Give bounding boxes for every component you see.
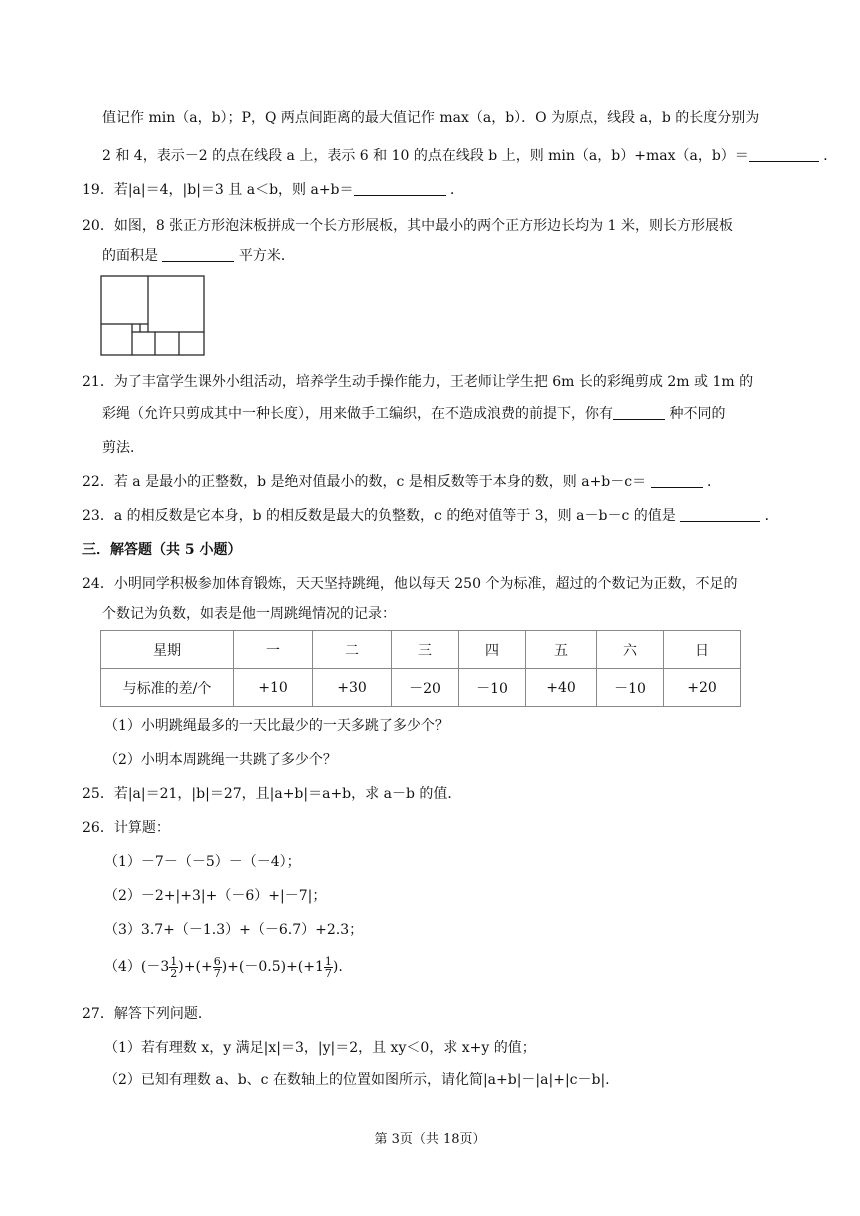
q21-number: 21．: [82, 374, 114, 390]
q20-line2-text: 的面积是: [102, 248, 158, 264]
q20-answer-blank: [162, 247, 234, 262]
q20-figure: [100, 275, 206, 357]
figure-square-small-1: [132, 324, 140, 332]
fraction-denominator: 2: [170, 966, 178, 980]
fraction-numerator: 1: [324, 954, 332, 968]
table-day: 三: [392, 631, 459, 669]
q22-end: ．: [707, 474, 722, 490]
q23-text: a 的相反数是它本身，b 的相反数是最大的负整数，c 的绝对值等于 3，则 a－b－c 的值是: [113, 508, 676, 524]
table-day: 日: [664, 631, 741, 669]
figure-square-bottom-3: [155, 332, 179, 355]
q24-number: 24．: [82, 576, 114, 592]
q25-text: 若|a|＝21，|b|＝27，且|a+b|＝a+b，求 a－b 的值．: [113, 786, 462, 802]
q21-line1: [82, 372, 753, 392]
q18-end: ．: [823, 148, 838, 164]
q21-line2-text: 彩绳（允许只剪成其中一种长度），用来做手工编织，在不造成浪费的前提下，你有: [102, 406, 613, 422]
fraction: [213, 956, 222, 979]
q22-answer-blank: [651, 473, 703, 488]
figure-outer-rect: [101, 276, 204, 355]
q20-unit: 平方米．: [238, 248, 295, 264]
q23-end: ．: [764, 508, 779, 524]
q19-number: 19．: [82, 182, 114, 198]
table-row-label: 与标准的差/个: [101, 669, 234, 707]
q21-line2: [102, 404, 725, 424]
q18-answer-blank: [749, 147, 819, 162]
figure-square-top-right: [148, 276, 204, 332]
q24-sub2: （2）小明本周跳绳一共跳了多少个？: [104, 752, 337, 768]
table-cell: +30: [313, 669, 392, 707]
table-cell: +10: [234, 669, 313, 707]
table-day: 四: [459, 631, 526, 669]
fraction-numerator: 6: [213, 954, 221, 968]
table-cell: +20: [664, 669, 741, 707]
expr-part: )+(+: [178, 959, 213, 975]
q19-end: ．: [449, 182, 464, 198]
q27-number: 27．: [82, 1006, 114, 1022]
jump-rope-table: [100, 630, 741, 707]
q20-text: 如图，8 张正方形泡沫板拼成一个长方形展板，其中最小的两个正方形边长均为 1 米，则长方形展板: [113, 218, 733, 234]
q26-title: 计算题：: [113, 820, 170, 836]
fraction: [324, 956, 333, 979]
expr-part: ).: [332, 959, 343, 975]
q26-sub4: [104, 952, 343, 982]
expr-part: )+(－0.5)+(+1: [221, 959, 324, 975]
q24-line1: [82, 574, 737, 594]
q22-number: 22．: [82, 474, 114, 490]
figure-square-bottom-2: [132, 332, 155, 355]
fraction: [169, 956, 178, 979]
q24-line2: 个数记为负数，如表是他一周跳绳情况的记录：: [102, 606, 396, 622]
table-day: 一: [234, 631, 313, 669]
q18-line2-text: 2 和 4，表示－2 的点在线段 a 上，表示 6 和 10 的点在线段 b 上，则 min（a，b）+max（a，b）＝: [102, 148, 749, 164]
section-title: 三．解答题（共 5 小题）: [82, 542, 242, 558]
q20-line2: [102, 246, 295, 266]
q24-text: 小明同学积极参加体育锻炼，天天坚持跳绳，他以每天 250 个为标准，超过的个数记为正数，不足的: [113, 576, 738, 592]
q27-sub2: （2）已知有理数 a、b、c 在数轴上的位置如图所示，请化简|a+b|－|a|+|c－b|.: [104, 1072, 610, 1088]
expr-part: (－3: [140, 959, 170, 975]
q26-sub1: （1）－7－（－5）－（－4）；: [104, 854, 301, 870]
table-row: [101, 669, 741, 707]
q19-text: 若|a|＝4，|b|＝3 且 a＜b，则 a+b＝: [113, 182, 354, 198]
q27-sub1: （1）若有理数 x，y 满足|x|＝3，|y|＝2，且 xy＜0，求 x+y 的值；: [104, 1040, 536, 1056]
table-row: [101, 631, 741, 669]
q25: [82, 784, 461, 804]
fraction-denominator: 7: [324, 966, 332, 980]
table-cell: －10: [459, 669, 526, 707]
q25-number: 25．: [82, 786, 114, 802]
q24-sub1: （1）小明跳绳最多的一天比最少的一天多跳了多少个？: [104, 718, 449, 734]
fraction-numerator: 1: [170, 954, 178, 968]
q19: [82, 180, 464, 200]
figure-square-bottom-4: [179, 332, 204, 355]
table-cell: +40: [526, 669, 597, 707]
figure-square-top-left: [101, 276, 148, 324]
q21-text: 为了丰富学生课外小组活动，培养学生动手操作能力，王老师让学生把 6m 长的彩绳剪成 2m 或 1m 的: [113, 374, 754, 390]
table-cell: －10: [597, 669, 664, 707]
page-footer: 第 3页（共 18页）: [374, 1132, 486, 1147]
q26-sub4-label: （4）: [104, 959, 141, 975]
q26-sub3: （3）3.7+（－1.3）+（－6.7）+2.3；: [104, 922, 364, 938]
q27: [82, 1004, 212, 1024]
q21-answer-blank: [613, 405, 665, 420]
table-day: 五: [526, 631, 597, 669]
q22: [82, 472, 721, 492]
q27-title: 解答下列问题．: [113, 1006, 212, 1022]
q20-number: 20．: [82, 218, 114, 234]
q23-answer-blank: [680, 507, 760, 522]
table-day: 二: [313, 631, 392, 669]
table-day: 六: [597, 631, 664, 669]
q20-line1: [82, 216, 733, 236]
table-header-label: 星期: [101, 631, 234, 669]
figure-square-small-2: [140, 324, 148, 332]
figure-square-bottom-left: [101, 324, 132, 355]
q23-number: 23．: [82, 508, 114, 524]
q26: [82, 818, 170, 838]
fraction-denominator: 7: [213, 966, 221, 980]
q19-answer-blank: [354, 181, 446, 196]
q18-line1: 值记作 min（a，b）；P，Q 两点间距离的最大值记作 max（a，b）．O 为原点，线段 a，b 的长度分别为: [102, 110, 760, 126]
q22-text: 若 a 是最小的正整数，b 是绝对值最小的数，c 是相反数等于本身的数，则 a+b－c＝: [113, 474, 647, 490]
q23: [82, 506, 779, 526]
table-cell: －20: [392, 669, 459, 707]
q21-line2-end: 种不同的: [669, 406, 726, 422]
q26-number: 26．: [82, 820, 114, 836]
q18-line2: [102, 146, 837, 166]
q26-sub2: （2）－2+|+3|+（－6）+|－7|；: [104, 888, 327, 904]
q21-line3: 剪法．: [102, 440, 144, 456]
